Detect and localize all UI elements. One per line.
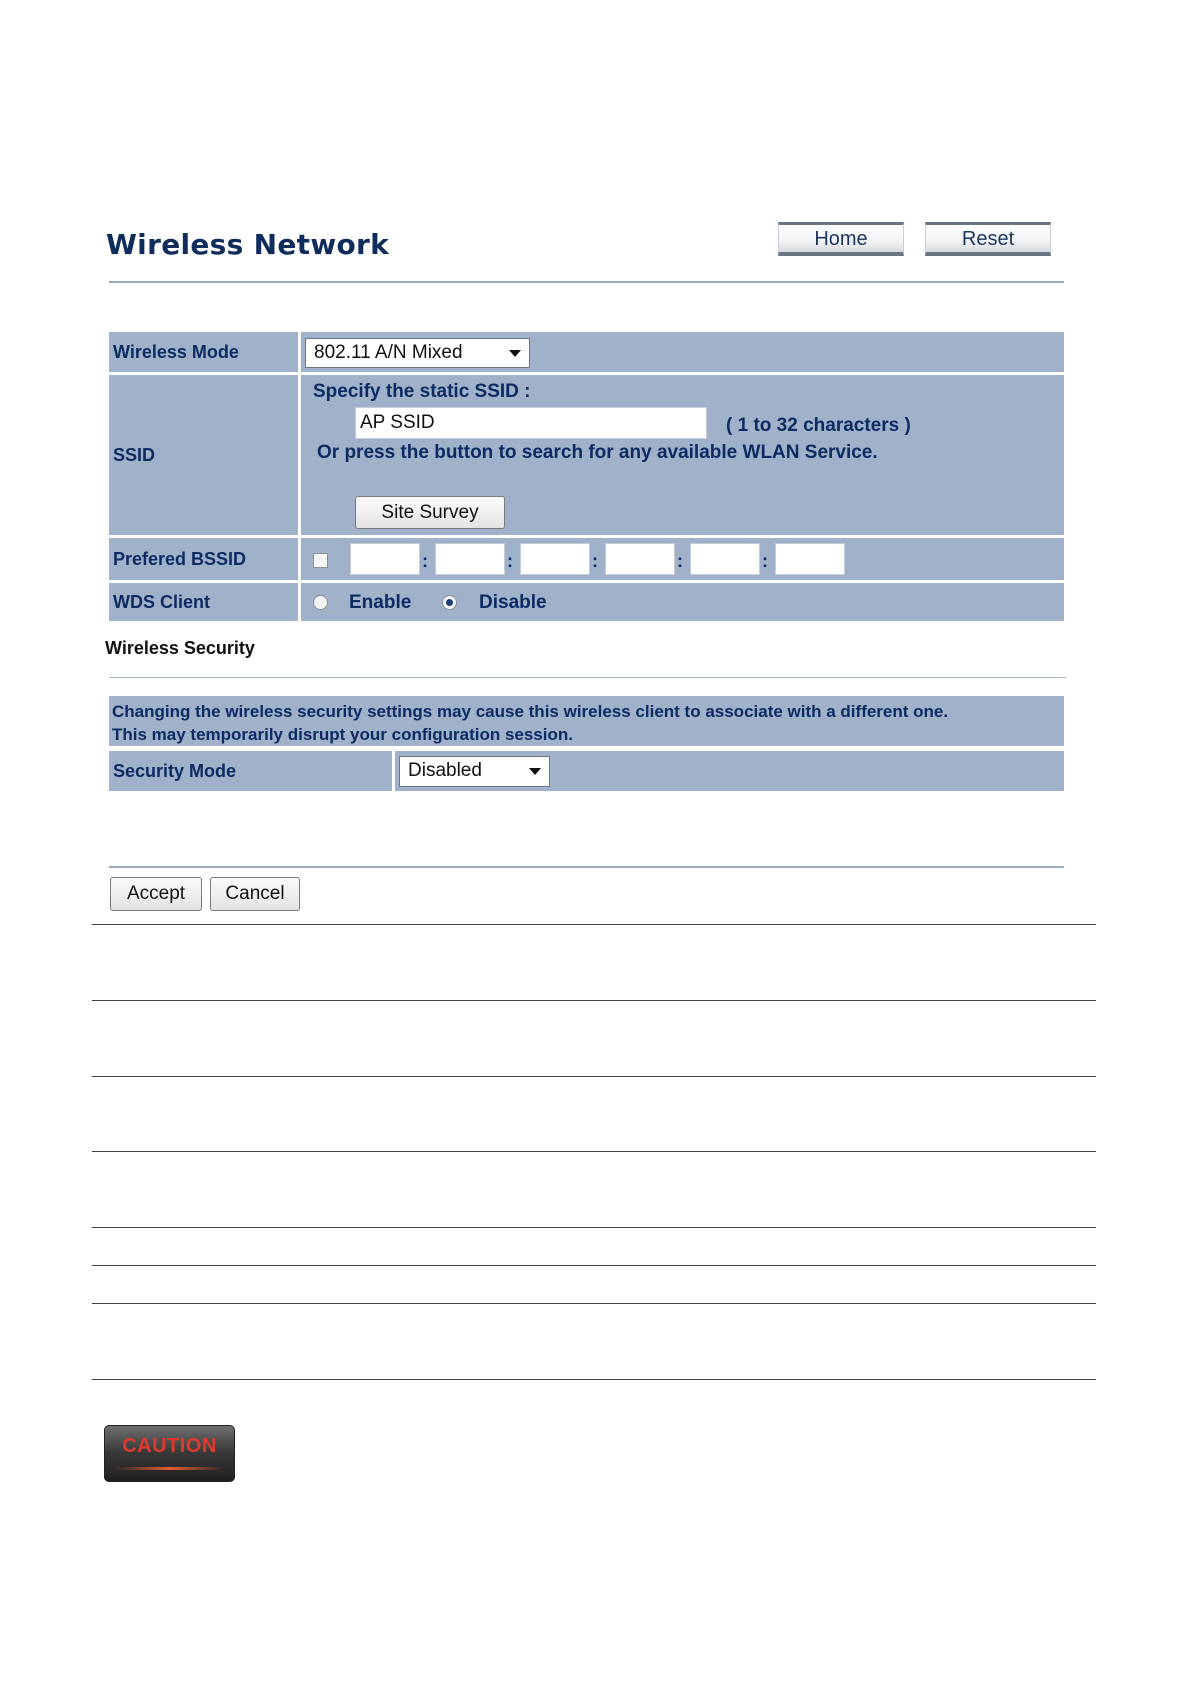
bssid-separator: : bbox=[422, 551, 428, 571]
preferred-bssid-row bbox=[109, 538, 1064, 580]
chevron-down-icon bbox=[529, 768, 541, 775]
wds-disable-label: Disable bbox=[479, 592, 547, 613]
wds-enable-label: Enable bbox=[349, 592, 412, 613]
security-warning bbox=[112, 700, 948, 746]
security-mode-value: Disabled bbox=[408, 760, 482, 781]
security-divider bbox=[109, 677, 1066, 678]
table-line bbox=[92, 1265, 1096, 1266]
bssid-octet-2[interactable] bbox=[435, 543, 505, 575]
wds-enable-radio[interactable] bbox=[313, 595, 328, 610]
table-line bbox=[92, 1379, 1096, 1380]
bssid-octet-1[interactable] bbox=[350, 543, 420, 575]
bssid-octet-4[interactable] bbox=[605, 543, 675, 575]
caution-glow bbox=[115, 1467, 224, 1470]
ssid-length-hint: ( 1 to 32 characters ) bbox=[726, 415, 911, 436]
chevron-down-icon bbox=[509, 350, 521, 357]
wds-disable-radio[interactable] bbox=[442, 595, 457, 610]
bssid-octet-5[interactable] bbox=[690, 543, 760, 575]
bssid-separator: : bbox=[507, 551, 513, 571]
wds-client-label: WDS Client bbox=[109, 583, 301, 621]
wireless-mode-value: 802.11 A/N Mixed bbox=[314, 342, 463, 363]
security-mode-row bbox=[109, 751, 1064, 791]
bssid-separator: : bbox=[677, 551, 683, 571]
cancel-button[interactable]: Cancel bbox=[210, 877, 300, 911]
wds-client-row bbox=[109, 583, 1064, 621]
wireless-mode-row bbox=[109, 332, 1064, 372]
caution-badge bbox=[104, 1425, 235, 1482]
wireless-mode-select[interactable] bbox=[305, 338, 530, 368]
bssid-separator: : bbox=[762, 551, 768, 571]
wireless-mode-label: Wireless Mode bbox=[109, 332, 301, 372]
site-survey-button[interactable]: Site Survey bbox=[355, 496, 505, 529]
page-title: Wireless Network bbox=[106, 228, 390, 261]
preferred-bssid-checkbox[interactable] bbox=[313, 553, 328, 568]
ssid-row bbox=[109, 375, 1064, 535]
ssid-label: SSID bbox=[109, 375, 301, 535]
wireless-security-heading: Wireless Security bbox=[105, 638, 255, 658]
security-warning-line2: This may temporarily disrupt your configuration session. bbox=[112, 725, 573, 744]
security-warning-line1: Changing the wireless security settings may cause this wireless client to associate with a different one. bbox=[112, 702, 949, 721]
accept-button[interactable]: Accept bbox=[110, 877, 202, 911]
table-line bbox=[92, 1000, 1096, 1001]
home-button[interactable]: Home bbox=[778, 222, 904, 256]
caution-label: CAUTION bbox=[122, 1435, 217, 1457]
table-line bbox=[92, 924, 1096, 925]
ssid-or-text: Or press the button to search for any available WLAN Service. bbox=[317, 442, 878, 463]
ssid-specify-text: Specify the static SSID : bbox=[313, 381, 531, 402]
security-mode-select[interactable] bbox=[399, 756, 550, 787]
table-line bbox=[92, 1303, 1096, 1304]
security-warning-row bbox=[109, 696, 1064, 746]
header-divider bbox=[109, 281, 1064, 283]
security-mode-label: Security Mode bbox=[109, 751, 395, 791]
bssid-separator: : bbox=[592, 551, 598, 571]
ssid-input[interactable]: AP SSID bbox=[355, 407, 707, 439]
preferred-bssid-label: Prefered BSSID bbox=[109, 538, 301, 580]
table-line bbox=[92, 1227, 1096, 1228]
bssid-octet-3[interactable] bbox=[520, 543, 590, 575]
actions-divider bbox=[109, 866, 1064, 868]
bssid-octet-6[interactable] bbox=[775, 543, 845, 575]
table-line bbox=[92, 1151, 1096, 1152]
table-line bbox=[92, 1076, 1096, 1077]
reset-button[interactable]: Reset bbox=[925, 222, 1051, 256]
